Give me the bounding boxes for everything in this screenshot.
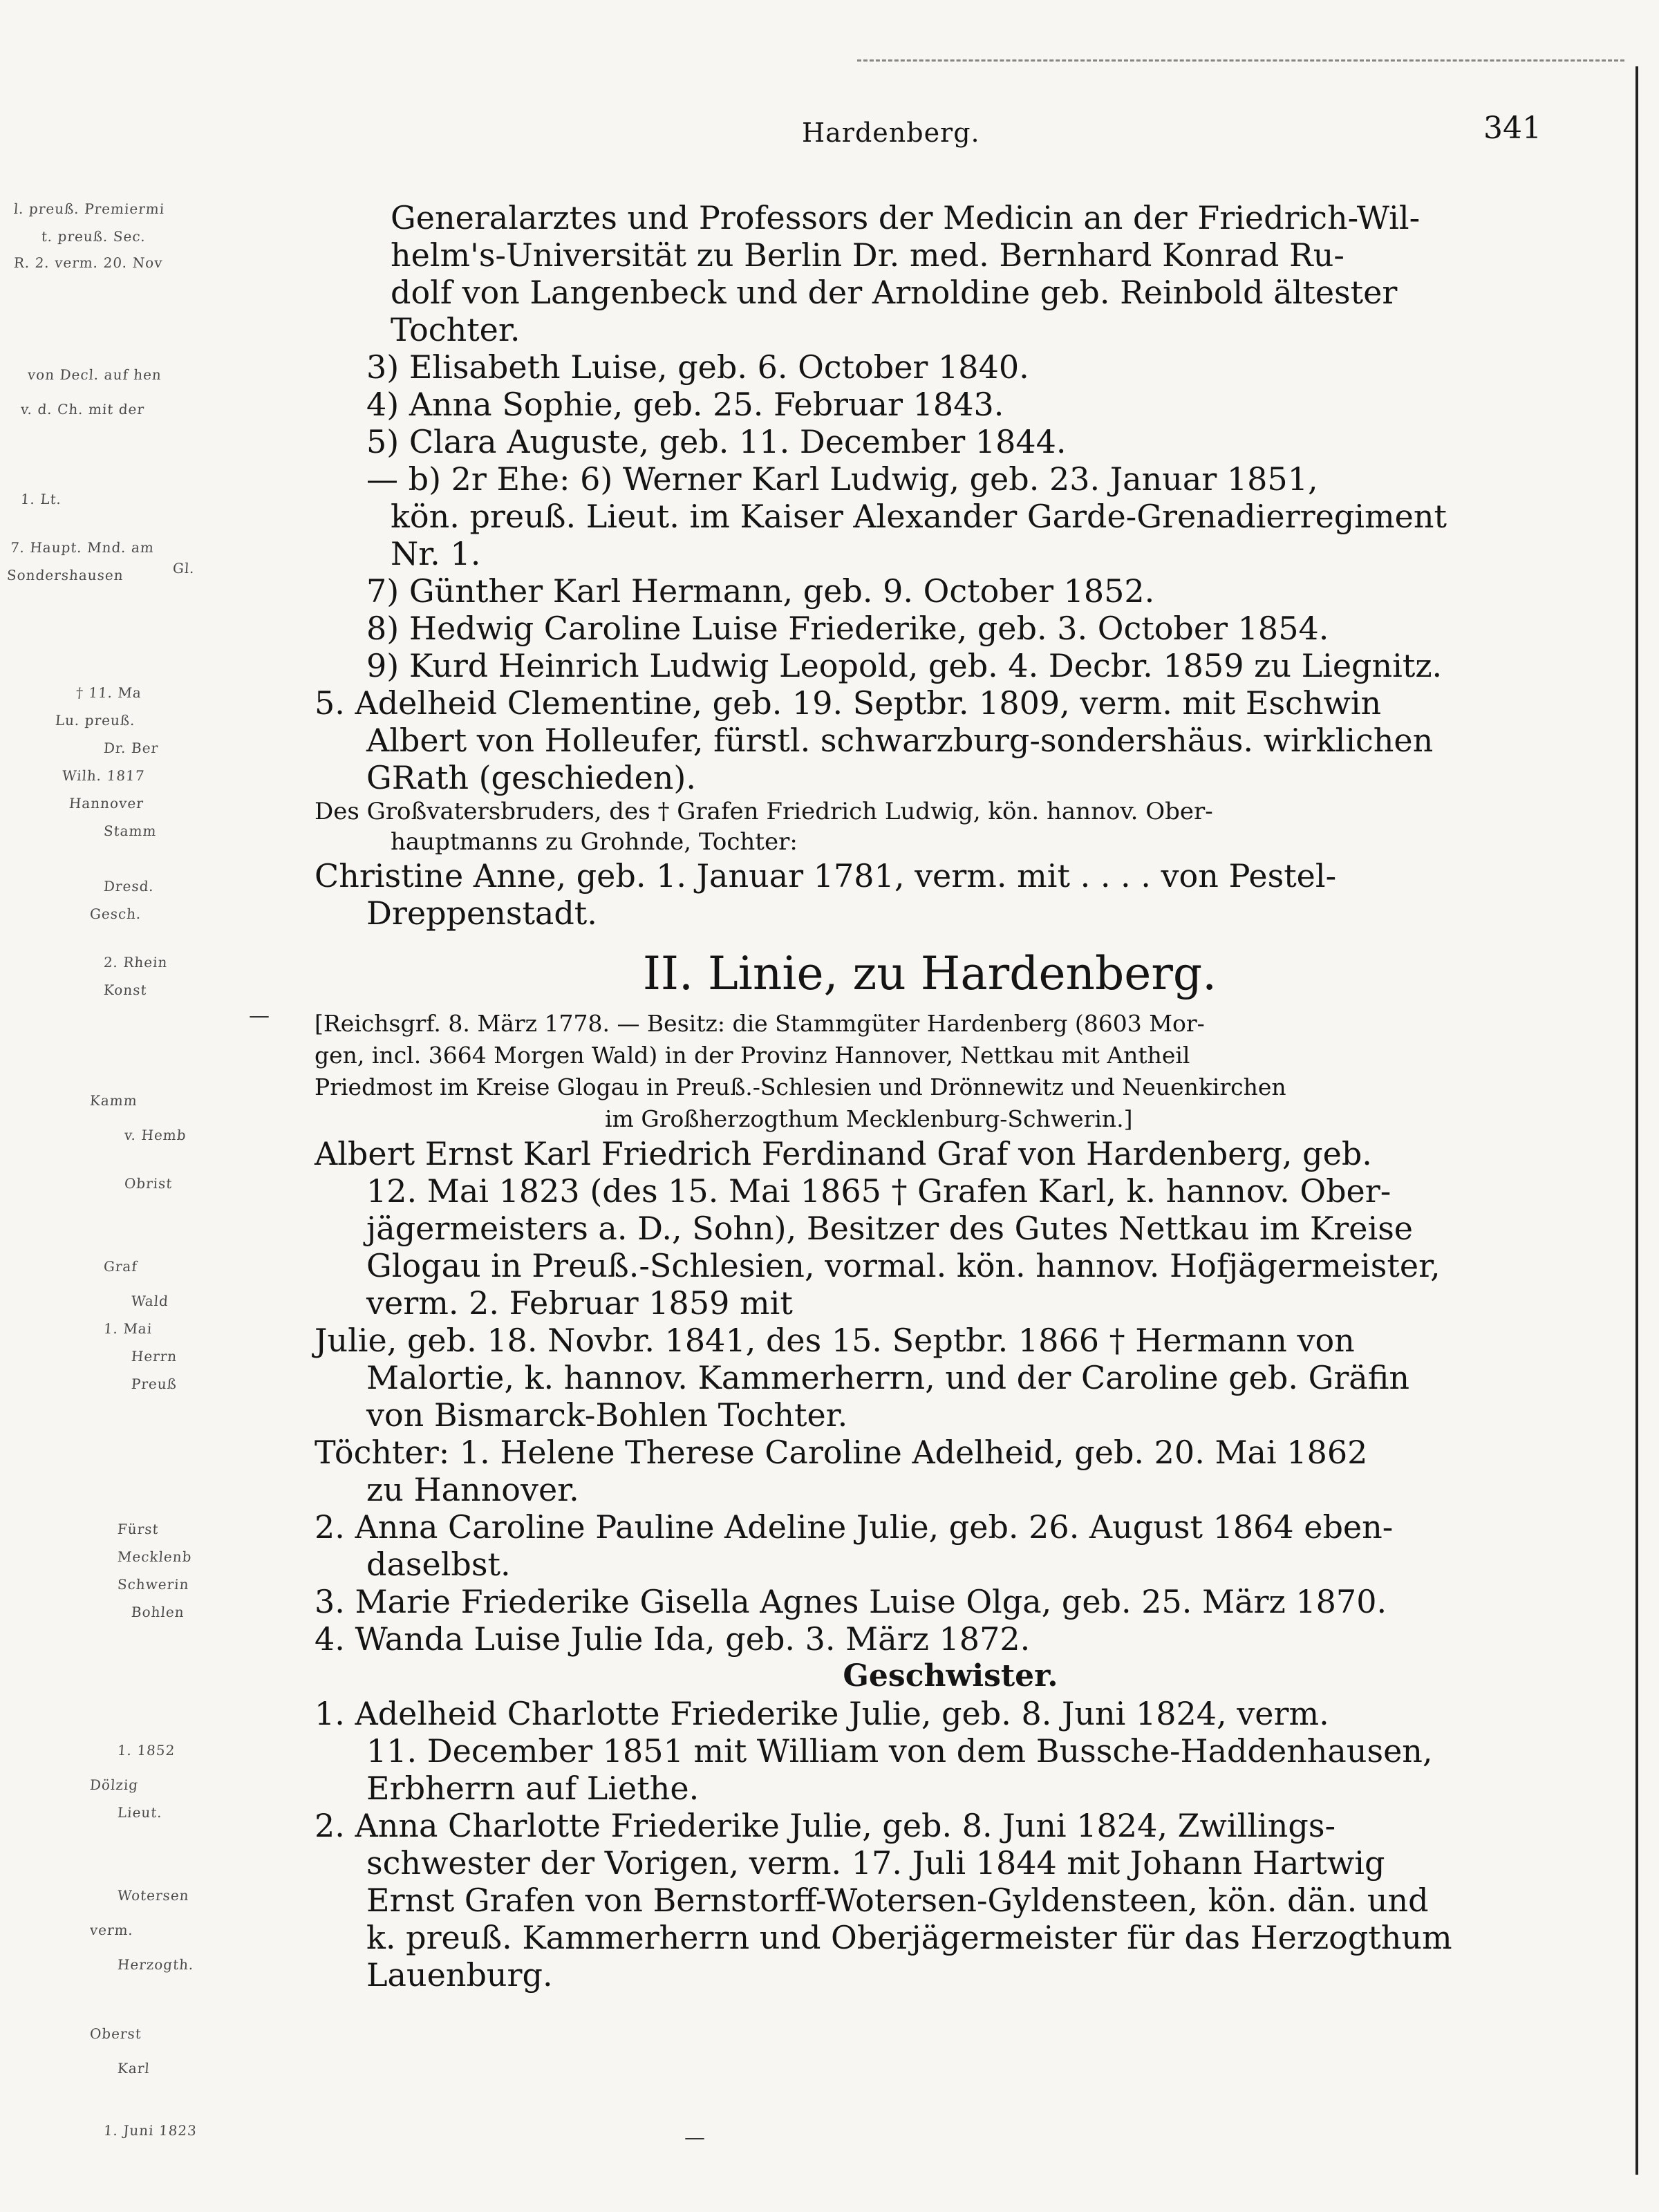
bleed-line: Konst xyxy=(103,982,148,998)
text-line: verm. 2. Februar 1859 mit xyxy=(366,1284,793,1322)
bleed-line: Dölzig xyxy=(89,1777,140,1793)
margin-mark: — xyxy=(249,1004,270,1028)
bracket-note: gen, incl. 3664 Morgen Wald) in der Provinz Hannover, Nettkau mit Antheil xyxy=(315,1042,1190,1069)
text-line: Nr. 1. xyxy=(391,535,481,572)
bleed-line: Fürst xyxy=(117,1521,160,1537)
bracket-note: im Großherzogthum Mecklenburg-Schwerin.] xyxy=(605,1105,1133,1132)
text-line: Dreppenstadt. xyxy=(366,894,597,932)
bleed-line: † 11. Ma xyxy=(75,684,142,701)
text-line: Malortie, k. hannov. Kammerherrn, und der Caroline geb. Gräfin xyxy=(366,1359,1410,1396)
bleed-line: Lu. preuß. xyxy=(55,712,136,729)
bleed-line: Preuß xyxy=(131,1376,178,1392)
bleed-line: 2. Rhein xyxy=(103,954,169,971)
bleed-line: Gl. xyxy=(172,560,196,577)
bleed-line: Obrist xyxy=(124,1175,174,1192)
bleed-line: Dresd. xyxy=(103,878,155,894)
bleed-line: 1. Lt. xyxy=(20,491,62,507)
bleed-line: Graf xyxy=(103,1258,138,1275)
bleed-line: Wilh. 1817 xyxy=(62,767,146,784)
bleed-line: Stamm xyxy=(103,823,158,839)
text-line: Tochter. xyxy=(391,311,521,348)
page-body xyxy=(315,199,1545,1994)
text-line: 8) Hedwig Caroline Luise Friederike, geb. 3. October 1854. xyxy=(366,610,1329,647)
text-line: — b) 2r Ehe: 6) Werner Karl Ludwig, geb. 23. Januar 1851, xyxy=(366,460,1318,498)
bleed-line: Wotersen xyxy=(117,1887,190,1904)
facing-page-bleed xyxy=(0,173,207,2177)
text-line: Erbherrn auf Liethe. xyxy=(366,1770,700,1807)
text-line: dolf von Langenbeck und der Arnoldine geb. Reinbold ältester xyxy=(391,274,1398,311)
bleed-line: l. preuß. Premiermi xyxy=(13,200,166,217)
bleed-line: Kamm xyxy=(89,1092,138,1109)
bleed-line: 1. 1852 xyxy=(117,1742,176,1759)
text-line: 4) Anna Sophie, geb. 25. Februar 1843. xyxy=(366,386,1004,423)
text-line: jägermeisters a. D., Sohn), Besitzer des Gutes Nettkau im Kreise xyxy=(366,1210,1414,1247)
bleed-line: v. d. Ch. mit der xyxy=(20,401,145,418)
text-line: 5) Clara Auguste, geb. 11. December 1844. xyxy=(366,423,1067,460)
bleed-line: von Decl. auf hen xyxy=(27,366,162,383)
section-note: hauptmanns zu Grohnde, Tochter: xyxy=(391,828,798,856)
text-line: 4. Wanda Luise Julie Ida, geb. 3. März 1872. xyxy=(315,1620,1031,1658)
bleed-line: Herrn xyxy=(131,1348,178,1365)
bracket-note: [Reichsgrf. 8. März 1778. — Besitz: die Stammgüter Hardenberg (8603 Mor- xyxy=(315,1010,1205,1037)
bleed-line: Gesch. xyxy=(89,906,142,922)
bleed-line: Sondershausen xyxy=(6,567,124,583)
page-header xyxy=(318,111,1541,159)
page-number: 341 xyxy=(1483,111,1541,146)
text-line: 7) Günther Karl Hermann, geb. 9. October 1852. xyxy=(366,572,1155,610)
margin-mark: — xyxy=(684,2126,705,2150)
running-head: Hardenberg. xyxy=(802,118,980,148)
text-line: Töchter: 1. Helene Therese Caroline Adelheid, geb. 20. Mai 1862 xyxy=(315,1434,1368,1471)
text-line: k. preuß. Kammerherrn und Oberjägermeister für das Herzogthum xyxy=(366,1919,1452,1956)
bracket-note: Priedmost im Kreise Glogau in Preuß.-Schlesien und Drönnewitz und Neuenkirchen xyxy=(315,1074,1286,1100)
bleed-line: Bohlen xyxy=(131,1604,185,1620)
bleed-line: 1. Mai xyxy=(103,1320,153,1337)
text-line: Lauenburg. xyxy=(366,1956,553,1994)
bleed-line: R. 2. verm. 20. Nov xyxy=(13,254,164,271)
text-line: Glogau in Preuß.-Schlesien, vormal. kön. hannov. Hofjägermeister, xyxy=(366,1247,1441,1284)
page-edge-rule xyxy=(1635,66,1638,2175)
bleed-line: 1. Juni 1823 xyxy=(103,2122,198,2139)
text-line: daselbst. xyxy=(366,1546,511,1583)
text-line: 2. Anna Charlotte Friederike Julie, geb. 8. Juni 1824, Zwillings- xyxy=(315,1807,1335,1844)
subsection-heading: Geschwister. xyxy=(843,1658,1058,1694)
section-heading: II. Linie, zu Hardenberg. xyxy=(642,947,1217,1000)
bleed-line: Mecklenb xyxy=(117,1548,193,1565)
bleed-line: v. Hemb xyxy=(124,1127,187,1143)
text-line: kön. preuß. Lieut. im Kaiser Alexander Garde-Grenadierregiment xyxy=(391,498,1447,535)
text-line: schwester der Vorigen, verm. 17. Juli 1844 mit Johann Hartwig xyxy=(366,1844,1385,1882)
bleed-line: Hannover xyxy=(68,795,144,812)
text-line: Ernst Grafen von Bernstorff-Wotersen-Gyldensteen, kön. dän. und xyxy=(366,1882,1429,1919)
text-line: 3. Marie Friederike Gisella Agnes Luise Olga, geb. 25. März 1870. xyxy=(315,1583,1387,1620)
bleed-line: verm. xyxy=(89,1922,134,1938)
text-line: helm's-Universität zu Berlin Dr. med. Bernhard Konrad Ru- xyxy=(391,236,1344,274)
text-line: Albert Ernst Karl Friedrich Ferdinand Graf von Hardenberg, geb. xyxy=(315,1135,1372,1172)
text-line: 11. December 1851 mit William von dem Bussche-Haddenhausen, xyxy=(366,1732,1433,1770)
text-line: 3) Elisabeth Luise, geb. 6. October 1840. xyxy=(366,348,1029,386)
text-line: Julie, geb. 18. Novbr. 1841, des 15. Septbr. 1866 † Hermann von xyxy=(315,1322,1355,1359)
section-note: Des Großvatersbruders, des † Grafen Friedrich Ludwig, kön. hannov. Ober- xyxy=(315,798,1213,825)
top-rule xyxy=(857,59,1624,62)
text-line: 1. Adelheid Charlotte Friederike Julie, geb. 8. Juni 1824, verm. xyxy=(315,1695,1329,1732)
text-line: zu Hannover. xyxy=(366,1471,579,1508)
text-line: Christine Anne, geb. 1. Januar 1781, verm. mit . . . . von Pestel- xyxy=(315,857,1337,894)
bleed-line: 7. Haupt. Mnd. am xyxy=(10,539,155,556)
bleed-line: t. preuß. Sec. xyxy=(41,228,147,245)
bleed-line: Lieut. xyxy=(117,1804,163,1821)
text-line: 9) Kurd Heinrich Ludwig Leopold, geb. 4. Decbr. 1859 zu Liegnitz. xyxy=(366,647,1443,684)
bleed-line: Oberst xyxy=(89,2025,142,2042)
text-line: Generalarztes und Professors der Medicin an der Friedrich-Wil- xyxy=(391,199,1421,236)
text-line: von Bismarck-Bohlen Tochter. xyxy=(366,1396,848,1434)
text-line: Albert von Holleufer, fürstl. schwarzburg-sondershäus. wirklichen xyxy=(366,722,1434,759)
text-line: 12. Mai 1823 (des 15. Mai 1865 † Grafen Karl, k. hannov. Ober- xyxy=(366,1172,1391,1210)
bleed-line: Schwerin xyxy=(117,1576,190,1593)
text-line: 5. Adelheid Clementine, geb. 19. Septbr. 1809, verm. mit Eschwin xyxy=(315,684,1382,722)
bleed-line: Karl xyxy=(117,2060,151,2077)
bleed-line: Herzogth. xyxy=(117,1956,195,1973)
text-line: GRath (geschieden). xyxy=(366,759,697,796)
bleed-line: Dr. Ber xyxy=(103,740,160,756)
bleed-line: Wald xyxy=(131,1293,169,1309)
text-line: 2. Anna Caroline Pauline Adeline Julie, geb. 26. August 1864 eben- xyxy=(315,1508,1394,1546)
